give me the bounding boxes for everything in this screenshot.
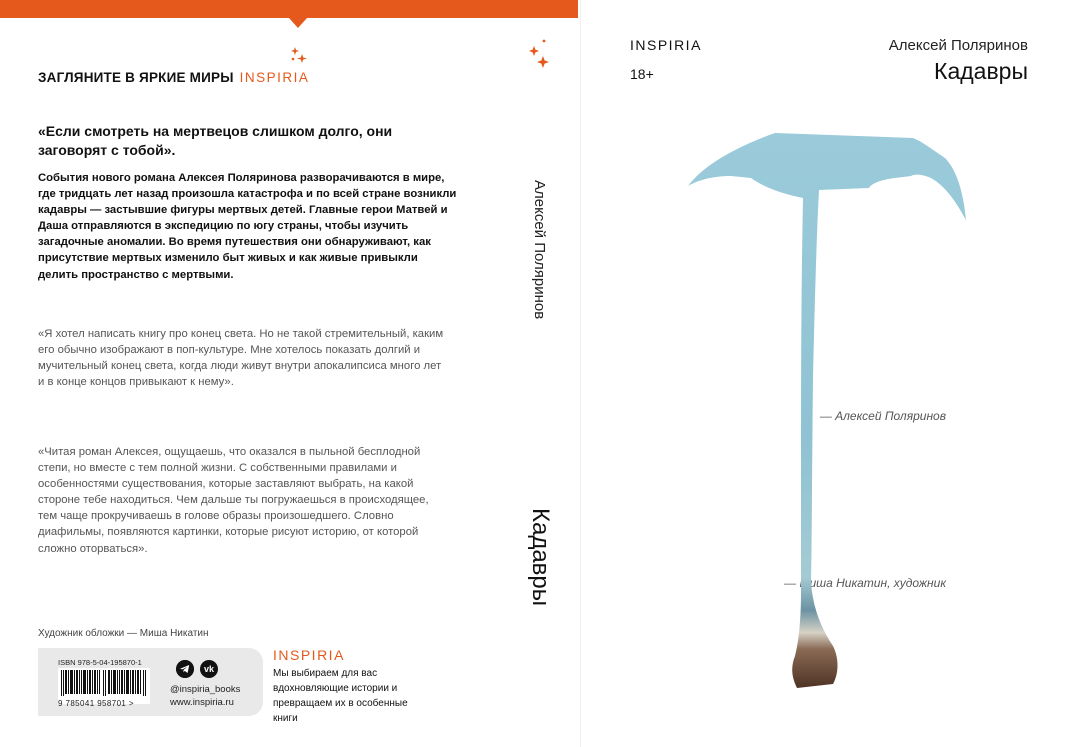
vk-icon[interactable] bbox=[200, 660, 218, 678]
social-handle[interactable]: @inspiria_books bbox=[170, 684, 241, 695]
sparkle-icon bbox=[290, 46, 308, 66]
synopsis: События нового романа Алексея Поляринова разворачиваются в мире, где тридцать лет назад произошла катастрофа и по всей стране возникли кадавры — застывшие фигуры мертвых детей. Главные герои Матвей и Даша отправляются в экспедицию по югу страны, чтобы изучить загадочные аномалии. Во время путешествия они обнаруживают, как присутствие мертвых изменило быт живых и как живые привыкли делить пространство с мертвыми. bbox=[38, 172, 457, 281]
orange-notch bbox=[289, 18, 307, 28]
telegram-icon[interactable] bbox=[176, 660, 194, 678]
age-rating: 18+ bbox=[630, 66, 654, 82]
spine-title: Кадавры bbox=[527, 508, 554, 607]
barcode-digits: 9 785041 958701 > bbox=[58, 699, 134, 708]
author-quote: «Я хотел написать книгу про конец света. Но не такой стремительный, каким его обычно изображают в поп-культуре. Мне хотелось показать долгий и мучительный конец света, когда люди живут внутри апокалипсиса много лет и в конце концов привыкают к нему». bbox=[38, 328, 444, 389]
artist-quote-attribution: — Миша Никатин, художник bbox=[784, 576, 946, 590]
hammer-illustration bbox=[683, 128, 983, 688]
isbn-text: ISBN 978-5-04-195870-1 bbox=[58, 658, 142, 667]
publisher-motto: Мы выбираем для вас вдохновляющие истории и превращаем их в особенные книги bbox=[273, 668, 408, 724]
back-tagline bbox=[38, 70, 309, 85]
cover-artist-credit: Художник обложки — Миша Никатин bbox=[38, 628, 209, 639]
front-author: Алексей Поляринов bbox=[888, 37, 1028, 54]
tagline-brand: INSPIRIA bbox=[239, 70, 310, 85]
lead-quote: «Если смотреть на мертвецов слишком долго, они заговорят с тобой». bbox=[38, 123, 393, 158]
author-quote-attribution: — Алексей Поляринов bbox=[819, 409, 946, 423]
spine bbox=[500, 0, 578, 747]
barcode-bars bbox=[61, 670, 147, 696]
front-title: Кадавры bbox=[934, 58, 1028, 84]
back-brand-logo: INSPIRIA bbox=[273, 647, 345, 663]
artist-quote: «Читая роман Алексея, ощущаешь, что оказался в пыльной бесплодной степи, но вместе с тем полной жизни. С собственными правилами и особенностями существования, которые заставляют выбрать, на какой стороне тебе находиться. Чем дальше ты погружаешься в происходящее, тем чаще прокручиваешь в голове образы произошедшего. Словно диафильмы, появляются картинки, которые рисуют историю, от которой сложно оторваться». bbox=[38, 446, 429, 555]
website-link[interactable]: www.inspiria.ru bbox=[170, 697, 234, 708]
spine-author: Алексей Поляринов bbox=[531, 180, 548, 320]
vk-icon-glyph: vk bbox=[203, 664, 214, 674]
tagline-text: ЗАГЛЯНИТЕ В ЯРКИЕ МИРЫ bbox=[38, 70, 234, 85]
front-brand-logo: INSPIRIA bbox=[630, 37, 702, 53]
orange-top-bar bbox=[0, 0, 578, 18]
sparkle-icon bbox=[528, 38, 550, 70]
